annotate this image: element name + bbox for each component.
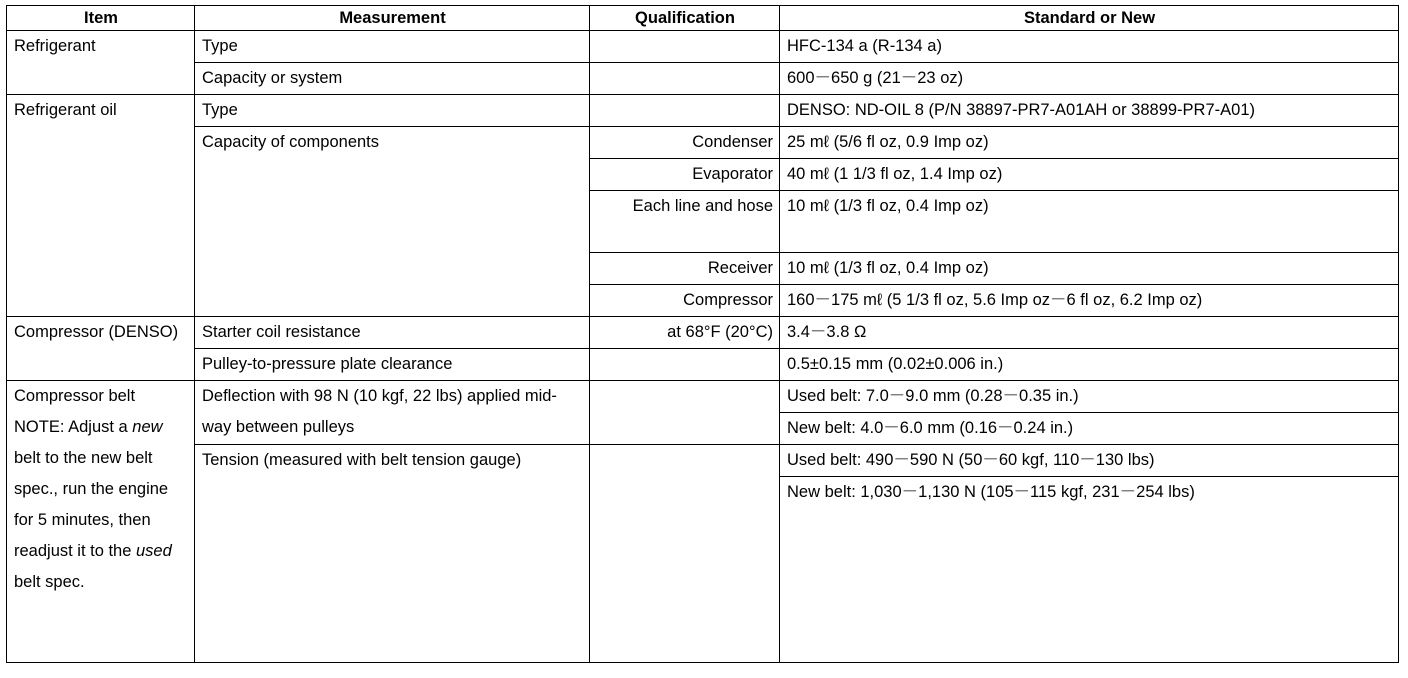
belt-note-mid: belt to the new belt spec., run the engine for 5 minutes, then readjust it to the xyxy=(14,449,169,560)
header-row xyxy=(7,6,1399,31)
belt-note-new: new xyxy=(132,418,163,436)
header-qualification: Qualification xyxy=(590,6,780,31)
qualification-cell xyxy=(590,381,780,445)
measurement-cell: Starter coil resistance xyxy=(195,317,590,349)
standard-cell: 160－175 mℓ (5 1/3 fl oz, 5.6 Imp oz－6 fl oz, 6.2 Imp oz) xyxy=(780,285,1399,317)
qualification-cell: Receiver xyxy=(590,253,780,285)
measurement-cell: Type xyxy=(195,95,590,127)
header-measurement: Measurement xyxy=(195,6,590,31)
qualification-cell xyxy=(590,63,780,95)
standard-cell: Used belt: 7.0－9.0 mm (0.28－0.35 in.) xyxy=(780,381,1399,413)
measurement-cell: Capacity or system xyxy=(195,63,590,95)
table-row xyxy=(7,445,1399,477)
item-refrigerant: Refrigerant xyxy=(7,31,195,95)
standard-cell: 40 mℓ (1 1/3 fl oz, 1.4 Imp oz) xyxy=(780,159,1399,191)
qualification-cell: Each line and hose xyxy=(590,191,780,253)
table-row xyxy=(7,31,1399,63)
qualification-cell: Evaporator xyxy=(590,159,780,191)
standard-cell: 25 mℓ (5/6 fl oz, 0.9 Imp oz) xyxy=(780,127,1399,159)
item-compressor: Compressor (DENSO) xyxy=(7,317,195,381)
item-compressor-belt xyxy=(7,381,195,663)
item-refrigerant-oil: Refrigerant oil xyxy=(7,95,195,317)
standard-cell: HFC-134 a (R-134 a) xyxy=(780,31,1399,63)
standard-cell: 0.5±0.15 mm (0.02±0.006 in.) xyxy=(780,349,1399,381)
measurement-cell: Pulley-to-pressure plate clearance xyxy=(195,349,590,381)
qualification-cell: Compressor xyxy=(590,285,780,317)
standard-cell: Used belt: 490－590 N (50－60 kgf, 110－130 lbs) xyxy=(780,445,1399,477)
qualification-cell xyxy=(590,31,780,63)
ac-spec-table xyxy=(6,5,1399,663)
table-row xyxy=(7,63,1399,95)
header-item: Item xyxy=(7,6,195,31)
standard-cell: 10 mℓ (1/3 fl oz, 0.4 Imp oz) xyxy=(780,191,1399,253)
table-row xyxy=(7,317,1399,349)
qualification-cell xyxy=(590,445,780,663)
measurement-cell: Type xyxy=(195,31,590,63)
table-row xyxy=(7,349,1399,381)
measurement-cell: Capacity of components xyxy=(195,127,590,317)
belt-note-suffix: belt spec. xyxy=(14,573,85,591)
belt-note-used: used xyxy=(136,542,172,560)
standard-cell: 600－650 g (21－23 oz) xyxy=(780,63,1399,95)
header-standard: Standard or New xyxy=(780,6,1399,31)
table-row xyxy=(7,381,1399,413)
standard-cell: 10 mℓ (1/3 fl oz, 0.4 Imp oz) xyxy=(780,253,1399,285)
measurement-cell: Deflection with 98 N (10 kgf, 22 lbs) applied mid-way between pulleys xyxy=(195,381,590,445)
measurement-cell: Tension (measured with belt tension gauge) xyxy=(195,445,590,663)
qualification-cell xyxy=(590,349,780,381)
standard-cell: 3.4－3.8 Ω xyxy=(780,317,1399,349)
qualification-cell: at 68°F (20°C) xyxy=(590,317,780,349)
table-row xyxy=(7,95,1399,127)
table-row xyxy=(7,127,1399,159)
standard-cell: New belt: 1,030－1,130 N (105－115 kgf, 231－254 lbs) xyxy=(780,477,1399,663)
standard-cell: New belt: 4.0－6.0 mm (0.16－0.24 in.) xyxy=(780,413,1399,445)
standard-cell: DENSO: ND-OIL 8 (P/N 38897-PR7-A01AH or 38899-PR7-A01) xyxy=(780,95,1399,127)
qualification-cell xyxy=(590,95,780,127)
belt-note-prefix: Compressor belt NOTE: Adjust a xyxy=(14,387,136,436)
qualification-cell: Condenser xyxy=(590,127,780,159)
